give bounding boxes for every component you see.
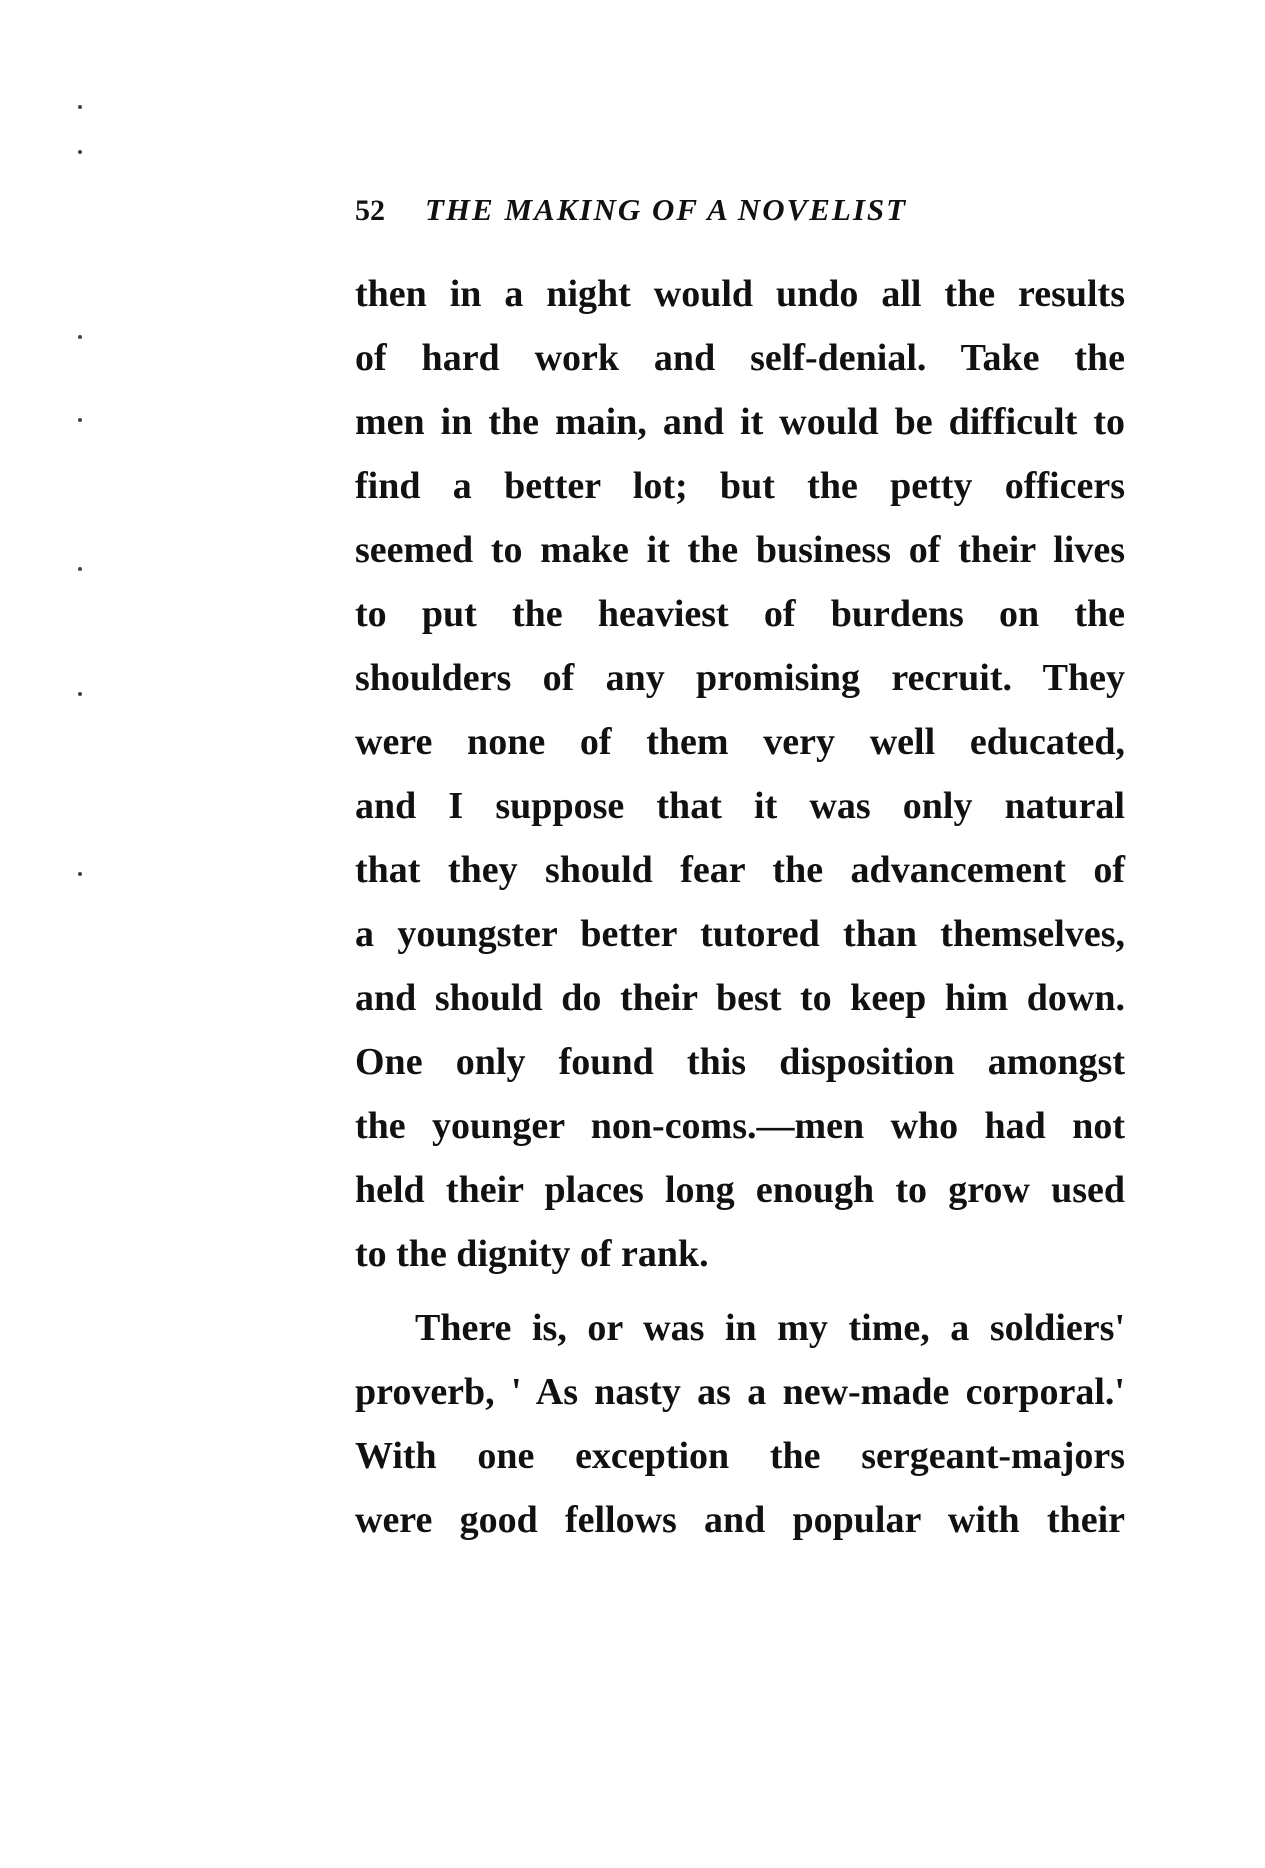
running-head: THE MAKING OF A NOVELIST <box>425 192 908 227</box>
text-line: One only found this disposition amongst <box>355 1041 1125 1083</box>
margin-speck <box>78 150 82 154</box>
text-line: shoulders of any promising recruit. They <box>355 657 1125 699</box>
text-line: to put the heaviest of burdens on the <box>355 593 1125 635</box>
text-line: find a better lot; but the petty officers <box>355 465 1125 507</box>
text-line: were none of them very well educated, <box>355 721 1125 763</box>
body-text <box>355 262 1125 1552</box>
text-line: were good fellows and popular with their <box>355 1499 1125 1541</box>
margin-speck <box>78 692 82 696</box>
text-line: proverb, ' As nasty as a new-made corporal.' <box>355 1371 1125 1413</box>
text-line: and I suppose that it was only natural <box>355 785 1125 827</box>
paragraph-gap <box>355 1286 1125 1296</box>
paragraph-2 <box>355 1296 1125 1552</box>
page-number: 52 <box>355 194 385 227</box>
margin-speck <box>78 105 82 109</box>
text-line: There is, or was in my time, a soldiers' <box>415 1307 1125 1349</box>
text-line: that they should fear the advancement of <box>355 849 1125 891</box>
margin-speck <box>78 567 82 571</box>
text-line: a youngster better tutored than themselves, <box>355 913 1125 955</box>
margin-speck <box>78 335 82 339</box>
page-header <box>355 192 1125 232</box>
text-line: of hard work and self-denial. Take the <box>355 337 1125 379</box>
text-line: and should do their best to keep him down. <box>355 977 1125 1019</box>
text-line: the younger non-coms.—men who had not <box>355 1105 1125 1147</box>
text-line: to the dignity of rank. <box>355 1233 709 1275</box>
text-line: then in a night would undo all the results <box>355 273 1125 315</box>
text-line: men in the main, and it would be difficult to <box>355 401 1125 443</box>
paragraph-1 <box>355 262 1125 1286</box>
text-line: held their places long enough to grow used <box>355 1169 1125 1211</box>
text-line: With one exception the sergeant-majors <box>355 1435 1125 1477</box>
margin-speck <box>78 418 82 422</box>
text-line: seemed to make it the business of their lives <box>355 529 1125 571</box>
margin-speck <box>78 872 82 876</box>
